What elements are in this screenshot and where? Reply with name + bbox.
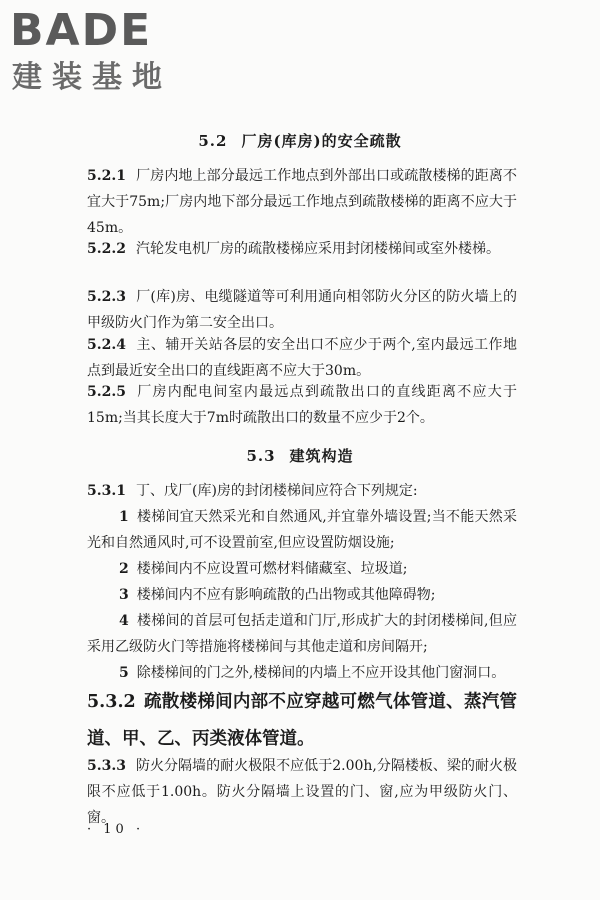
section-heading-5-2 [0,130,600,151]
clause-text: 厂(库)房、电缆隧道等可利用通向相邻防火分区的防火墙上的甲级防火门作为第二安全出口。 [87,289,517,331]
list-item [87,504,517,556]
clause-text: 主、辅开关站各层的安全出口不应少于两个,室内最远工作地点到最近安全出口的直线距离不应大于30m。 [87,337,517,379]
clause-5-2-5 [87,379,517,431]
clause-5-2-1 [87,163,517,241]
clause-5-2-2 [87,236,517,262]
item-number: 2 [119,561,129,577]
item-text: 楼梯间宜天然采光和自然通风,并宜靠外墙设置;当不能天然采光和自然通风时,可不设置前室,但应设置防烟设施; [87,509,517,551]
item-number: 5 [119,665,129,681]
bade-logo [10,6,180,101]
clause-number: 5.2.2 [87,241,126,257]
logo-brand-text: BADE [10,5,153,56]
clause-text: 疏散楼梯间内部不应穿越可燃气体管道、蒸汽管道、甲、乙、丙类液体管道。 [87,692,517,749]
clause-number: 5.2.4 [87,337,126,353]
item-number: 3 [119,587,129,603]
clause-number: 5.3.3 [87,758,126,774]
list-item [87,608,517,660]
clause-number: 5.2.1 [87,168,126,184]
item-text: 楼梯间的首层可包括走道和门厅,形成扩大的封闭楼梯间,但应采用乙级防火门等措施将楼梯间与其他走道和房间隔开; [87,613,517,655]
clause-number: 5.3.1 [87,483,126,499]
clause-text: 防火分隔墙的耐火极限不应低于2.00h,分隔楼板、梁的耐火极限不应低于1.00h。防火分隔墙上设置的门、窗,应为甲级防火门、窗。 [87,758,517,826]
list-item [87,660,517,686]
clause-text: 厂房内地上部分最远工作地点到外部出口或疏散楼梯的距离不宜大于75m;厂房内地下部分最远工作地点到疏散楼梯的距离不应大于45m。 [87,168,517,236]
clause-text: 厂房内配电间室内最远点到疏散出口的直线距离不应大于15m;当其长度大于7m时疏散出口的数量不应少于2个。 [87,384,517,426]
clause-5-3-2 [87,684,517,758]
clause-5-2-4 [87,332,517,384]
list-item [87,582,517,608]
clause-text: 丁、戊厂(库)房的封闭楼梯间应符合下列规定: [135,483,418,499]
section-number: 5.2 [198,132,228,150]
item-number: 4 [119,613,129,629]
item-text: 楼梯间内不应设置可燃材料储藏室、垃圾道; [136,561,408,577]
clause-number: 5.3.2 [87,692,136,712]
section-title: 建筑构造 [289,447,354,465]
clause-5-3-3 [87,753,517,831]
section-number: 5.3 [246,447,276,465]
list-item [87,556,517,582]
section-heading-5-3 [0,445,600,466]
clause-text: 汽轮发电机厂房的疏散楼梯应采用封闭楼梯间或室外楼梯。 [135,241,500,257]
clause-number: 5.2.3 [87,289,126,305]
item-text: 除楼梯间的门之外,楼梯间的内墙上不应开设其他门窗洞口。 [136,665,506,681]
section-title: 厂房(库房)的安全疏散 [241,132,402,150]
item-number: 1 [119,509,129,525]
item-text: 楼梯间内不应有影响疏散的凸出物或其他障碍物; [136,587,436,603]
clause-5-2-3 [87,284,517,336]
logo-subtitle: 建装基地 [12,60,172,95]
clause-number: 5.2.5 [87,384,126,400]
clause-5-3-1 [87,478,517,686]
page-number: · 10 · [87,822,145,837]
